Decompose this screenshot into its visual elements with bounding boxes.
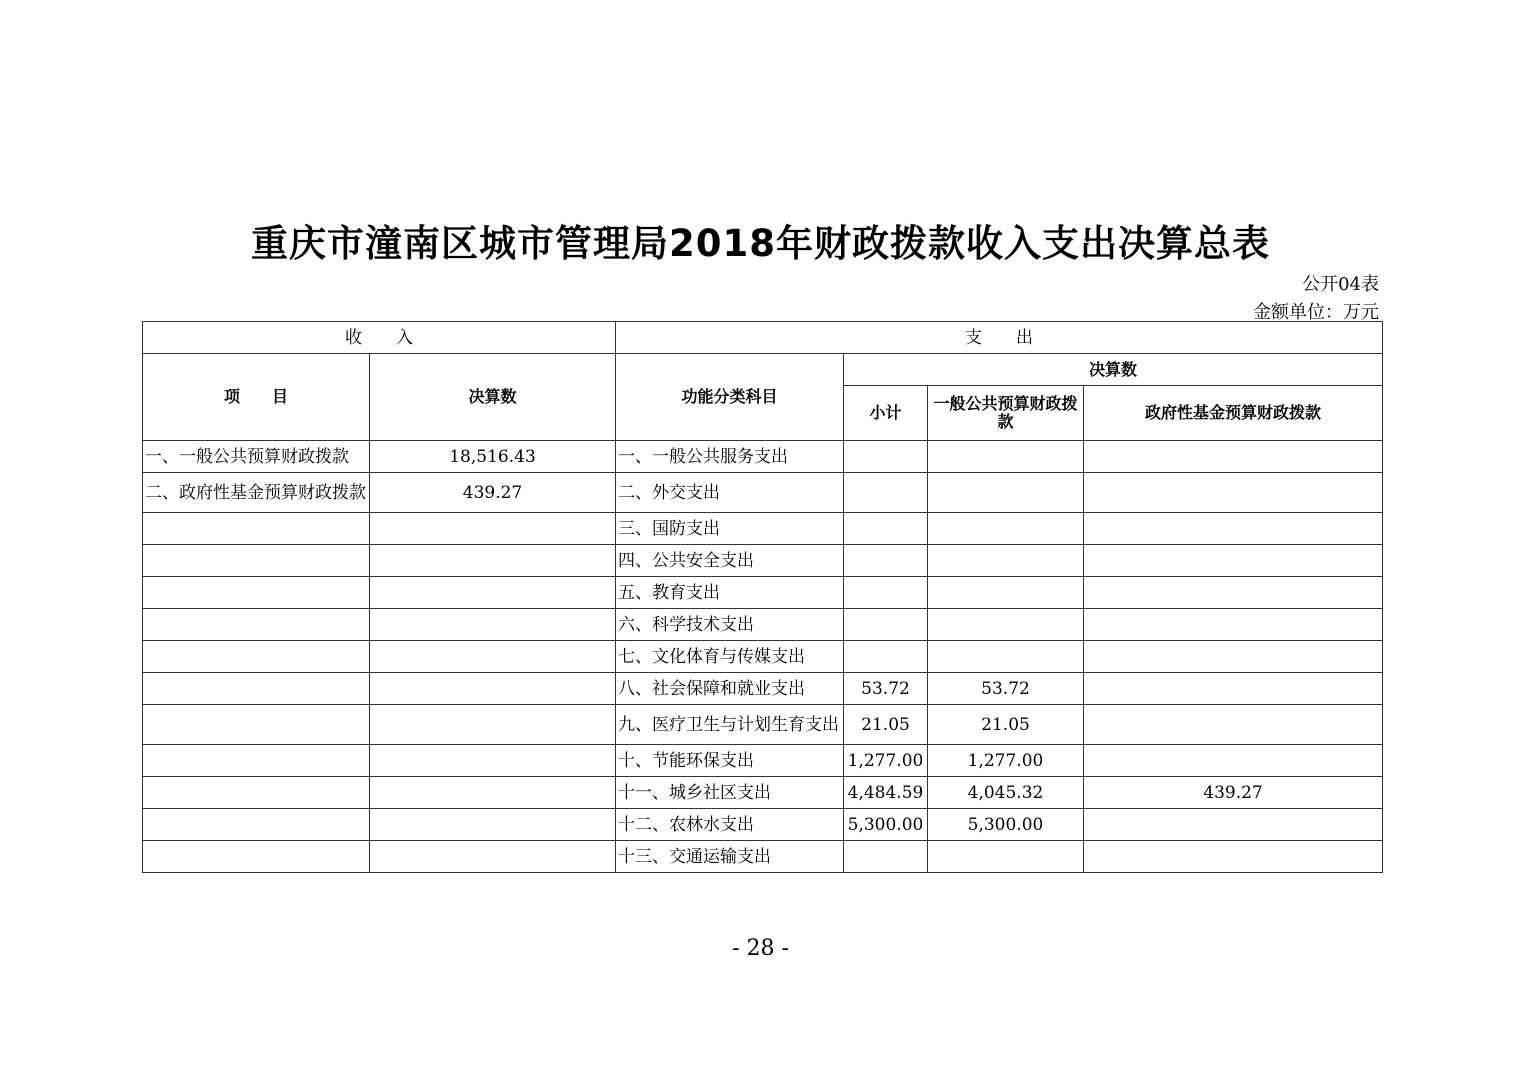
table-row — [143, 441, 1383, 473]
subtotal-value — [844, 545, 928, 577]
item-header: 项 目 — [143, 354, 370, 441]
expenditure-item: 三、国防支出 — [616, 513, 844, 545]
general-budget-value: 53.72 — [928, 673, 1084, 705]
subtotal-value: 21.05 — [844, 705, 928, 745]
income-item — [143, 777, 370, 809]
gov-fund-value — [1084, 609, 1383, 641]
subtotal-value — [844, 441, 928, 473]
expenditure-item: 十二、农林水支出 — [616, 809, 844, 841]
general-budget-value — [928, 473, 1084, 513]
table-code: 公开04表 — [1302, 274, 1379, 295]
expenditure-item: 十三、交通运输支出 — [616, 841, 844, 873]
general-budget-value — [928, 545, 1084, 577]
amount-unit: 金额单位：万元 — [1253, 302, 1379, 323]
table-row — [143, 513, 1383, 545]
income-amount — [370, 641, 616, 673]
general-budget-value: 5,300.00 — [928, 809, 1084, 841]
gov-fund-value — [1084, 673, 1383, 705]
gov-fund-value — [1084, 473, 1383, 513]
function-class-header: 功能分类科目 — [616, 354, 844, 441]
income-amount — [370, 745, 616, 777]
subtotal-value: 4,484.59 — [844, 777, 928, 809]
subtotal-value — [844, 641, 928, 673]
income-item — [143, 705, 370, 745]
gov-fund-value — [1084, 745, 1383, 777]
table-row — [143, 745, 1383, 777]
income-item — [143, 673, 370, 705]
expenditure-item: 十、节能环保支出 — [616, 745, 844, 777]
general-budget-value — [928, 441, 1084, 473]
general-budget-value — [928, 577, 1084, 609]
income-amount: 439.27 — [370, 473, 616, 513]
subtotal-value — [844, 473, 928, 513]
table-row — [143, 809, 1383, 841]
gov-fund-value — [1084, 641, 1383, 673]
gov-fund-value — [1084, 577, 1383, 609]
table-row — [143, 777, 1383, 809]
budget-summary-table — [142, 321, 1383, 873]
income-amount — [370, 673, 616, 705]
income-item — [143, 745, 370, 777]
income-item — [143, 809, 370, 841]
income-amount — [370, 841, 616, 873]
expenditure-item: 十一、城乡社区支出 — [616, 777, 844, 809]
subtotal-value — [844, 841, 928, 873]
general-budget-value — [928, 609, 1084, 641]
gov-fund-value: 439.27 — [1084, 777, 1383, 809]
gov-fund-value — [1084, 513, 1383, 545]
income-item — [143, 545, 370, 577]
table-row — [143, 473, 1383, 513]
table-row — [143, 841, 1383, 873]
income-amount — [370, 609, 616, 641]
subtotal-value: 1,277.00 — [844, 745, 928, 777]
general-budget-value: 4,045.32 — [928, 777, 1084, 809]
gov-fund-budget-header: 政府性基金预算财政拨款 — [1084, 386, 1383, 441]
table-row — [143, 609, 1383, 641]
income-header: 收 入 — [143, 322, 616, 354]
general-budget-value — [928, 641, 1084, 673]
expenditure-item: 八、社会保障和就业支出 — [616, 673, 844, 705]
gov-fund-value — [1084, 545, 1383, 577]
table-row — [143, 673, 1383, 705]
subtotal-value — [844, 513, 928, 545]
subtotal-value — [844, 609, 928, 641]
gov-fund-value — [1084, 705, 1383, 745]
income-item: 二、政府性基金预算财政拨款 — [143, 473, 370, 513]
final-amount-header: 决算数 — [844, 354, 1383, 386]
table-row — [143, 545, 1383, 577]
income-amount — [370, 513, 616, 545]
expenditure-item: 七、文化体育与传媒支出 — [616, 641, 844, 673]
subtotal-value: 53.72 — [844, 673, 928, 705]
income-amount — [370, 777, 616, 809]
expenditure-item: 一、一般公共服务支出 — [616, 441, 844, 473]
income-amount — [370, 809, 616, 841]
table-row — [143, 641, 1383, 673]
income-amount: 18,516.43 — [370, 441, 616, 473]
document-title: 重庆市潼南区城市管理局2018年财政拨款收入支出决算总表 — [251, 222, 1270, 265]
income-amount-header: 决算数 — [370, 354, 616, 441]
income-item — [143, 641, 370, 673]
income-item: 一、一般公共预算财政拨款 — [143, 441, 370, 473]
table-row — [143, 705, 1383, 745]
income-item — [143, 609, 370, 641]
general-budget-value — [928, 513, 1084, 545]
income-amount — [370, 577, 616, 609]
subtotal-value — [844, 577, 928, 609]
income-amount — [370, 705, 616, 745]
general-budget-value: 21.05 — [928, 705, 1084, 745]
general-budget-header: 一般公共预算财政拨款 — [928, 386, 1084, 441]
table-row — [143, 577, 1383, 609]
subtotal-header: 小计 — [844, 386, 928, 441]
gov-fund-value — [1084, 441, 1383, 473]
income-amount — [370, 545, 616, 577]
income-item — [143, 841, 370, 873]
general-budget-value — [928, 841, 1084, 873]
general-budget-value: 1,277.00 — [928, 745, 1084, 777]
expenditure-item: 九、医疗卫生与计划生育支出 — [616, 705, 844, 745]
expenditure-item: 六、科学技术支出 — [616, 609, 844, 641]
page-number: - 28 - — [732, 936, 789, 961]
income-item — [143, 577, 370, 609]
expenditure-item: 四、公共安全支出 — [616, 545, 844, 577]
subtotal-value: 5,300.00 — [844, 809, 928, 841]
gov-fund-value — [1084, 809, 1383, 841]
gov-fund-value — [1084, 841, 1383, 873]
expenditure-header: 支 出 — [616, 322, 1383, 354]
expenditure-item: 五、教育支出 — [616, 577, 844, 609]
expenditure-item: 二、外交支出 — [616, 473, 844, 513]
income-item — [143, 513, 370, 545]
